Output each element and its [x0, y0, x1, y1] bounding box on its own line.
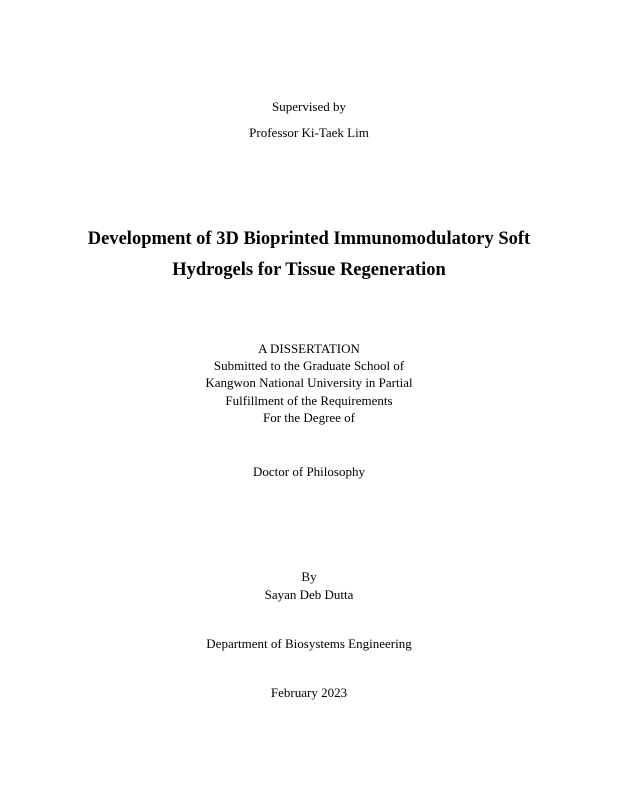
- title-line-1: Development of 3D Bioprinted Immunomodulatory Soft: [87, 229, 531, 249]
- degree-name: Doctor of Philosophy: [253, 464, 365, 479]
- submission-line-3: Fulfillment of the Requirements: [225, 393, 393, 408]
- title-line-2: Hydrogels for Tissue Regeneration: [172, 260, 446, 280]
- submission-line-4: For the Degree of: [262, 410, 356, 425]
- submission-date: February 2023: [270, 685, 348, 700]
- department-name: Department of Biosystems Engineering: [206, 636, 412, 651]
- author-name: Sayan Deb Dutta: [264, 587, 354, 602]
- submission-line-1: Submitted to the Graduate School of: [213, 358, 405, 373]
- dissertation-heading: A DISSERTATION: [258, 341, 360, 356]
- supervisor-name: Professor Ki-Taek Lim: [249, 125, 369, 140]
- supervised-by-label: Supervised by: [271, 99, 347, 114]
- submission-line-2: Kangwon National University in Partial: [205, 375, 413, 390]
- by-label: By: [301, 569, 317, 584]
